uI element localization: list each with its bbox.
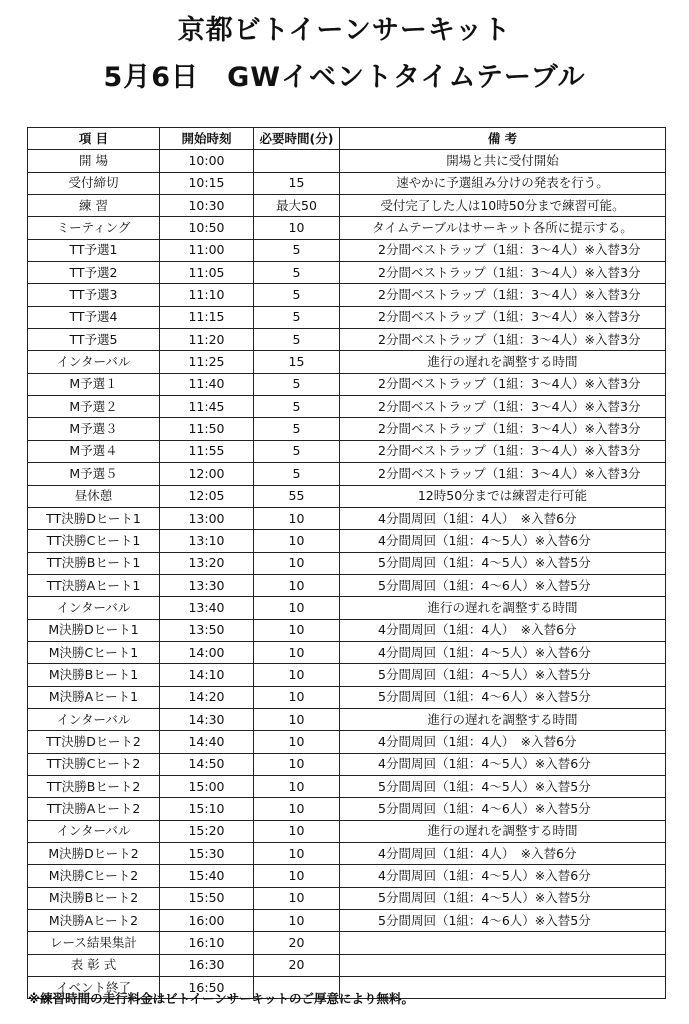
row-note xyxy=(340,932,666,954)
row-start-time: 14:10 xyxy=(160,664,254,686)
row-start-time: 11:25 xyxy=(160,351,254,373)
header-notes: 備 考 xyxy=(340,128,666,150)
row-note: 2分間ベストラップ（1組：3～4人）※入替3分 xyxy=(340,284,666,306)
row-item: レース結果集計 xyxy=(28,932,160,954)
row-start-time: 11:45 xyxy=(160,396,254,418)
row-start-time: 15:50 xyxy=(160,887,254,909)
table-row xyxy=(28,329,666,351)
row-note: 2分間ベストラップ（1組：3～4人）※入替3分 xyxy=(340,262,666,284)
row-item: M決勝Cヒート2 xyxy=(28,865,160,887)
row-note: 4分間周回（1組：4人） ※入替6分 xyxy=(340,731,666,753)
row-item: TT予選2 xyxy=(28,262,160,284)
table-row xyxy=(28,887,666,909)
table-row xyxy=(28,195,666,217)
row-start-time: 14:40 xyxy=(160,731,254,753)
row-start-time: 15:10 xyxy=(160,798,254,820)
row-duration: 15 xyxy=(254,351,340,373)
row-start-time: 12:00 xyxy=(160,463,254,485)
row-start-time: 14:30 xyxy=(160,708,254,730)
row-note: 進行の遅れを調整する時間 xyxy=(340,597,666,619)
row-duration: 10 xyxy=(254,731,340,753)
table-row xyxy=(28,507,666,529)
row-note: 4分間周回（1組：4人） ※入替6分 xyxy=(340,843,666,865)
row-duration: 10 xyxy=(254,843,340,865)
row-duration: 最大50 xyxy=(254,195,340,217)
row-item: M予選２ xyxy=(28,396,160,418)
table-row xyxy=(28,262,666,284)
table-row xyxy=(28,396,666,418)
table-row xyxy=(28,597,666,619)
row-note: タイムテーブルはサーキット各所に提示する。 xyxy=(340,217,666,239)
row-duration: 5 xyxy=(254,440,340,462)
row-note: 5分間周回（1組：4～5人）※入替5分 xyxy=(340,552,666,574)
row-start-time: 10:30 xyxy=(160,195,254,217)
row-item: M決勝Aヒート2 xyxy=(28,910,160,932)
row-item: 表 彰 式 xyxy=(28,954,160,976)
table-row xyxy=(28,641,666,663)
row-start-time: 13:10 xyxy=(160,530,254,552)
row-item: インターバル xyxy=(28,708,160,730)
row-note: 2分間ベストラップ（1組：3～4人）※入替3分 xyxy=(340,418,666,440)
row-note: 2分間ベストラップ（1組：3～4人）※入替3分 xyxy=(340,373,666,395)
row-item: M決勝Bヒート1 xyxy=(28,664,160,686)
row-item: M決勝Aヒート1 xyxy=(28,686,160,708)
row-start-time: 11:10 xyxy=(160,284,254,306)
row-note: 2分間ベストラップ（1組：3～4人）※入替3分 xyxy=(340,440,666,462)
row-duration: 5 xyxy=(254,373,340,395)
page-subtitle xyxy=(0,55,689,94)
row-note: 4分間周回（1組：4～5人）※入替6分 xyxy=(340,753,666,775)
row-note: 速やかに予選組み分けの発表を行う。 xyxy=(340,172,666,194)
row-item: インターバル xyxy=(28,351,160,373)
table-row xyxy=(28,306,666,328)
row-item: 受付締切 xyxy=(28,172,160,194)
row-item: TT決勝Aヒート2 xyxy=(28,798,160,820)
table-row xyxy=(28,418,666,440)
row-item: 練 習 xyxy=(28,195,160,217)
row-item: インターバル xyxy=(28,820,160,842)
table-row xyxy=(28,843,666,865)
row-duration: 10 xyxy=(254,217,340,239)
table-row xyxy=(28,686,666,708)
row-duration: 10 xyxy=(254,507,340,529)
row-duration: 10 xyxy=(254,530,340,552)
row-start-time: 14:00 xyxy=(160,641,254,663)
row-duration: 55 xyxy=(254,485,340,507)
row-item: ミーティング xyxy=(28,217,160,239)
table-row xyxy=(28,708,666,730)
row-start-time: 14:20 xyxy=(160,686,254,708)
table-row xyxy=(28,932,666,954)
table-row xyxy=(28,552,666,574)
row-note: 5分間周回（1組：4～5人）※入替5分 xyxy=(340,775,666,797)
row-start-time: 15:00 xyxy=(160,775,254,797)
row-item: TT決勝Bヒート2 xyxy=(28,775,160,797)
row-start-time: 10:00 xyxy=(160,150,254,172)
row-start-time: 16:10 xyxy=(160,932,254,954)
table-row xyxy=(28,574,666,596)
row-start-time: 11:15 xyxy=(160,306,254,328)
row-note: 4分間周回（1組：4人） ※入替6分 xyxy=(340,619,666,641)
row-note: 進行の遅れを調整する時間 xyxy=(340,708,666,730)
row-duration: 10 xyxy=(254,753,340,775)
table-row xyxy=(28,619,666,641)
row-item: TT決勝Cヒート2 xyxy=(28,753,160,775)
row-duration: 5 xyxy=(254,463,340,485)
row-start-time: 16:50 xyxy=(160,977,254,999)
table-row xyxy=(28,954,666,976)
row-start-time: 11:00 xyxy=(160,239,254,261)
row-note: 受付完了した人は10時50分まで練習可能。 xyxy=(340,195,666,217)
row-duration: 10 xyxy=(254,820,340,842)
table-row xyxy=(28,865,666,887)
row-start-time: 13:30 xyxy=(160,574,254,596)
row-duration: 10 xyxy=(254,798,340,820)
row-note: 12時50分までは練習走行可能 xyxy=(340,485,666,507)
row-item: TT決勝Bヒート1 xyxy=(28,552,160,574)
row-duration: 10 xyxy=(254,910,340,932)
row-note: 4分間周回（1組：4～5人）※入替6分 xyxy=(340,530,666,552)
row-start-time: 13:50 xyxy=(160,619,254,641)
row-start-time: 13:20 xyxy=(160,552,254,574)
row-start-time: 13:40 xyxy=(160,597,254,619)
row-note: 5分間周回（1組：4～6人）※入替5分 xyxy=(340,574,666,596)
row-note: 2分間ベストラップ（1組：3～4人）※入替3分 xyxy=(340,239,666,261)
row-note: 2分間ベストラップ（1組：3～4人）※入替3分 xyxy=(340,329,666,351)
row-duration: 10 xyxy=(254,775,340,797)
event-date: 5月6日 xyxy=(103,62,200,93)
row-item: TT決勝Cヒート1 xyxy=(28,530,160,552)
header-item: 項 目 xyxy=(28,128,160,150)
table-row xyxy=(28,753,666,775)
row-start-time: 14:50 xyxy=(160,753,254,775)
row-note xyxy=(340,954,666,976)
row-duration: 5 xyxy=(254,396,340,418)
row-start-time: 10:15 xyxy=(160,172,254,194)
table-row xyxy=(28,775,666,797)
row-item: イベント終了 xyxy=(28,977,160,999)
row-note: 4分間周回（1組：4～5人）※入替6分 xyxy=(340,641,666,663)
table-row xyxy=(28,664,666,686)
header-start-time: 開始時刻 xyxy=(160,128,254,150)
row-note: 5分間周回（1組：4～6人）※入替5分 xyxy=(340,686,666,708)
row-note: 進行の遅れを調整する時間 xyxy=(340,820,666,842)
row-start-time: 15:40 xyxy=(160,865,254,887)
row-start-time: 11:55 xyxy=(160,440,254,462)
row-item: 昼休憩 xyxy=(28,485,160,507)
table-row xyxy=(28,463,666,485)
row-note: 進行の遅れを調整する時間 xyxy=(340,351,666,373)
table-row xyxy=(28,485,666,507)
page-title: 京都ビトイーンサーキット xyxy=(177,15,512,46)
row-item: TT予選4 xyxy=(28,306,160,328)
row-item: TT決勝Dヒート1 xyxy=(28,507,160,529)
row-duration: 5 xyxy=(254,284,340,306)
table-row xyxy=(28,530,666,552)
row-item: M決勝Cヒート1 xyxy=(28,641,160,663)
row-duration: 5 xyxy=(254,329,340,351)
row-duration: 10 xyxy=(254,865,340,887)
table-row xyxy=(28,820,666,842)
table-row xyxy=(28,440,666,462)
row-start-time: 11:50 xyxy=(160,418,254,440)
row-duration: 10 xyxy=(254,574,340,596)
row-duration: 15 xyxy=(254,172,340,194)
row-item: M決勝Dヒート1 xyxy=(28,619,160,641)
header-row xyxy=(28,128,666,150)
row-note: 4分間周回（1組：4～5人）※入替6分 xyxy=(340,865,666,887)
row-start-time: 16:30 xyxy=(160,954,254,976)
row-note: 2分間ベストラップ（1組：3～4人）※入替3分 xyxy=(340,463,666,485)
row-duration: 5 xyxy=(254,306,340,328)
row-item: M予選３ xyxy=(28,418,160,440)
row-item: TT予選1 xyxy=(28,239,160,261)
row-item: M決勝Dヒート2 xyxy=(28,843,160,865)
row-duration: 10 xyxy=(254,887,340,909)
row-item: M決勝Bヒート2 xyxy=(28,887,160,909)
row-duration: 10 xyxy=(254,686,340,708)
table-row xyxy=(28,798,666,820)
row-note: 5分間周回（1組：4～5人）※入替5分 xyxy=(340,887,666,909)
row-start-time: 11:20 xyxy=(160,329,254,351)
row-start-time: 12:05 xyxy=(160,485,254,507)
row-duration: 10 xyxy=(254,619,340,641)
row-note: 5分間周回（1組：4～6人）※入替5分 xyxy=(340,910,666,932)
row-note: 2分間ベストラップ（1組：3～4人）※入替3分 xyxy=(340,306,666,328)
row-start-time: 11:05 xyxy=(160,262,254,284)
table-row xyxy=(28,284,666,306)
table-row xyxy=(28,217,666,239)
row-duration: 5 xyxy=(254,418,340,440)
row-note: 開場と共に受付開始 xyxy=(340,150,666,172)
row-duration: 10 xyxy=(254,597,340,619)
row-item: TT予選3 xyxy=(28,284,160,306)
table-row xyxy=(28,239,666,261)
row-duration: 10 xyxy=(254,664,340,686)
footer-note: ※練習時間の走行料金はビトイーンサーキットのご厚意により無料。 xyxy=(28,991,415,1006)
row-item: TT予選5 xyxy=(28,329,160,351)
row-start-time: 13:00 xyxy=(160,507,254,529)
row-start-time: 15:30 xyxy=(160,843,254,865)
row-item: 開 場 xyxy=(28,150,160,172)
row-start-time: 11:40 xyxy=(160,373,254,395)
timetable xyxy=(27,127,666,999)
row-item: TT決勝Dヒート2 xyxy=(28,731,160,753)
table-row xyxy=(28,351,666,373)
row-duration: 10 xyxy=(254,641,340,663)
row-duration: 5 xyxy=(254,262,340,284)
row-duration: 20 xyxy=(254,932,340,954)
header-duration: 必要時間(分) xyxy=(254,128,340,150)
row-note: 2分間ベストラップ（1組：3～4人）※入替3分 xyxy=(340,396,666,418)
row-start-time: 16:00 xyxy=(160,910,254,932)
row-item: M予選５ xyxy=(28,463,160,485)
row-duration xyxy=(254,150,340,172)
table-row xyxy=(28,172,666,194)
row-duration: 20 xyxy=(254,954,340,976)
row-start-time: 15:20 xyxy=(160,820,254,842)
row-start-time: 10:50 xyxy=(160,217,254,239)
row-item: インターバル xyxy=(28,597,160,619)
event-name: GWイベントタイムテーブル xyxy=(227,62,586,93)
table-row xyxy=(28,731,666,753)
table-row xyxy=(28,150,666,172)
row-item: TT決勝Aヒート1 xyxy=(28,574,160,596)
table-row xyxy=(28,373,666,395)
table-row xyxy=(28,910,666,932)
row-note: 5分間周回（1組：4～6人）※入替5分 xyxy=(340,798,666,820)
row-duration: 10 xyxy=(254,708,340,730)
row-item: M予選１ xyxy=(28,373,160,395)
row-duration: 10 xyxy=(254,552,340,574)
row-item: M予選４ xyxy=(28,440,160,462)
row-note: 4分間周回（1組：4人） ※入替6分 xyxy=(340,507,666,529)
row-duration: 5 xyxy=(254,239,340,261)
row-note: 5分間周回（1組：4～5人）※入替5分 xyxy=(340,664,666,686)
